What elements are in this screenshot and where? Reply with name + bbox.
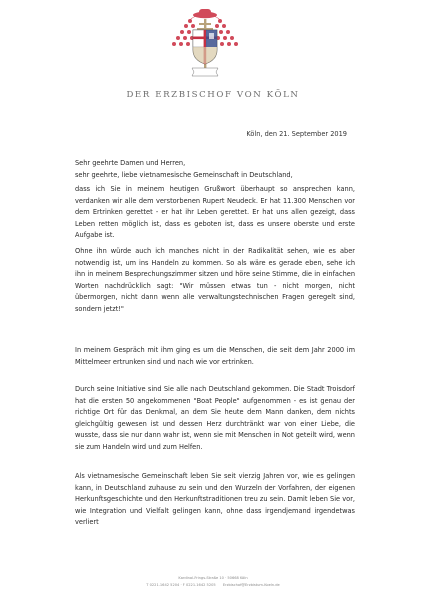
salutation [75,158,355,181]
coat-of-arms-icon [166,6,244,82]
salutation-line: sehr geehrte, liebe vietnamesische Gemeinschaft in Deutschland, [75,170,293,179]
salutation-line: Sehr geehrte Damen und Herren, [75,159,186,167]
body-paragraph: Durch seine Initiative sind Sie alle nach Deutschland gekommen. Die Stadt Troisdorf hat die ersten 50 angekommenen "Boat People" aufgenommen - es ist genau der richtige Ort für das Denkmal, an dem Sie heute dem Mann danken, dem nichts gleichgültig gewesen ist und dessen Herz durchtränkt war von einer Liebe, die wusste, dass sie nur dann wahr ist, wenn sie mit Menschen in Not geteilt wird, wenn sie zum Handeln wird und zum Helfen. [75,385,355,451]
letterhead-title: DER ERZBISCHOF VON KÖLN [126,90,300,100]
date-line: Köln, den 21. September 2019 [246,130,347,138]
body-paragraph: In meinem Gespräch mit ihm ging es um die Menschen, die seit dem Jahr 2000 im Mittelmeer ertrunken sind und nach wie vor ertrinken. [75,346,355,366]
body-paragraph: Als vietnamesische Gemeinschaft leben Sie seit vierzig Jahren vor, wie es gelingen kann, in Deutschland zuhause zu sein und den Wurzeln der Vorfahren, der eigenen Herkunftsgeschichte und den Herkunftstraditionen treu zu sein. Damit leben Sie vor, wie Integration und Vielfalt gelingen kann, ohne dass irgendjemand irgendetwas verliert [75,472,355,527]
footer-address: Kardinal-Frings-Straße 10 · 50668 Köln [178,576,248,580]
body-paragraph: dass ich Sie in meinem heutigen Grußwort überhaupt so ansprechen kann, verdanken wir alle dem verstorbenen Rupert Neudeck. Er hat 11.300 Menschen vor dem Ertrinken gerettet - er hat ihr Leben gerettet. Er hat uns allen gezeigt, dass Leben retten möglich ist, dass es geboten ist, dass es unsere oberste und erste Aufgabe ist. [75,185,355,240]
footer-email[interactable]: Erzbischof@Erzbistum-Koeln.de [222,582,280,587]
letter-footer [0,575,426,588]
body-paragraph: Ohne ihn würde auch ich manches nicht in der Radikalität sehen, wie es aber notwendig ist, um ins Handeln zu kommen. So als wäre es gerade eben, sehe ich ihn in meinem Besprechungszimmer sitzen und höre seine Stimme, die in einfachen Worten nachdrücklich sagt: "Wir müssen etwas tun - nicht morgen, nicht übermorgen, nicht dann wenn alle verwaltungstechnischen Fragen geregelt sind, sondern jetzt!" [75,247,355,313]
footer-phone: T 0221.1642 5204 · F 0221.1642 5205 [146,582,216,587]
